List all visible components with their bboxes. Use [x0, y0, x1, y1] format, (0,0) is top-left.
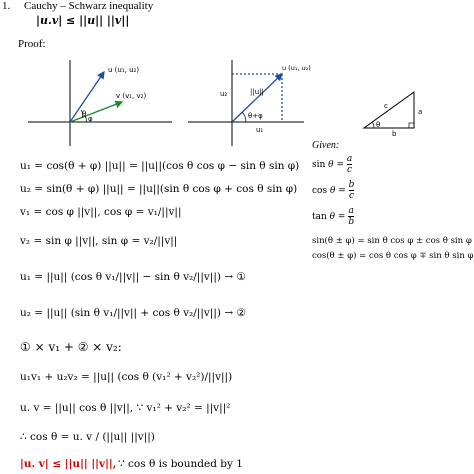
equation-2: u₂ = sin(θ + φ) ||u|| = ||u||(sin θ cos φ + cos θ sin φ): [20, 183, 298, 195]
given-cos: cos θ = $\frac{b}{c}$: [312, 180, 355, 201]
heading-title: Cauchy – Schwarz inequality: [24, 0, 154, 12]
angle-label: θ+φ: [248, 112, 263, 120]
triangle-a: a: [418, 108, 423, 116]
norm-label-2: ||u||: [250, 88, 264, 96]
equation-1: u₁ = cos(θ + φ) ||u|| = ||u||(cos θ cos φ − sin θ sin φ): [20, 160, 300, 172]
equation-10: ∴ cos θ = u. v / (||u|| ||v||): [20, 431, 155, 443]
theta-label-1: θ: [82, 110, 87, 118]
u-label-2: u (u₁, u₂): [282, 64, 311, 72]
given-cos-sum: cos(θ ± φ) = cos θ cos φ ∓ sin θ sin φ: [312, 251, 474, 261]
triangle-c: c: [384, 102, 388, 110]
v-vector: [70, 102, 122, 122]
equation-7: ① × v₁ + ② × v₂:: [20, 340, 122, 354]
u-label-1: u (u₁, u₂): [108, 66, 140, 74]
triangle-b: b: [392, 130, 397, 138]
given-tan: tan θ = $\frac{a}{b}$: [312, 206, 355, 227]
u1-label: u₁: [256, 126, 264, 134]
equation-5: u₁ = ||u|| (cos θ v₁/||v|| − sin θ v₂/||v||) → ①: [20, 271, 246, 283]
vector-diagram-1: [24, 58, 174, 148]
given-sin: sin θ = $\frac{a}{c}$: [312, 154, 353, 175]
equation-8: u₁v₁ + u₂v₂ = ||u|| (cos θ (v₁² + v₂²)/||v||): [20, 371, 233, 383]
equation-9: u. v = ||u|| cos θ ||v||, ∵ v₁² + v₂² = ||v||²: [20, 402, 231, 414]
angle-arc: [242, 112, 246, 122]
proof-label: Proof:: [18, 38, 46, 50]
phi-label-1: φ: [88, 115, 93, 123]
heading-number: 1.: [2, 0, 11, 12]
equation-4: v₂ = sin φ ||v||, sin φ = v₂/||v||: [20, 235, 178, 247]
equation-3: v₁ = cos φ ||v||, cos φ = v₁/||v||: [20, 206, 182, 218]
final-inequality: |u. v| ≤ ||u|| ||v||,: [20, 458, 117, 470]
heading-inequality: |u.v| ≤ ||u|| ||v||: [36, 14, 130, 27]
vector-diagram-2: [186, 58, 311, 148]
right-triangle: [358, 88, 428, 138]
v-label-1: v (v₁, v₂): [116, 92, 147, 100]
given-title: Given:: [312, 140, 340, 151]
given-sin-sum: sin(θ ± φ) = sin θ cos φ ± cos θ sin φ: [312, 236, 472, 246]
u-vector: [70, 72, 104, 122]
final-note: ∵ cos θ is bounded by 1: [118, 458, 243, 470]
triangle-theta: θ: [376, 121, 381, 129]
equation-6: u₂ = ||u|| (sin θ v₁/||v|| + cos θ v₂/||v||) → ②: [20, 307, 246, 319]
u2-label: u₂: [220, 90, 228, 98]
